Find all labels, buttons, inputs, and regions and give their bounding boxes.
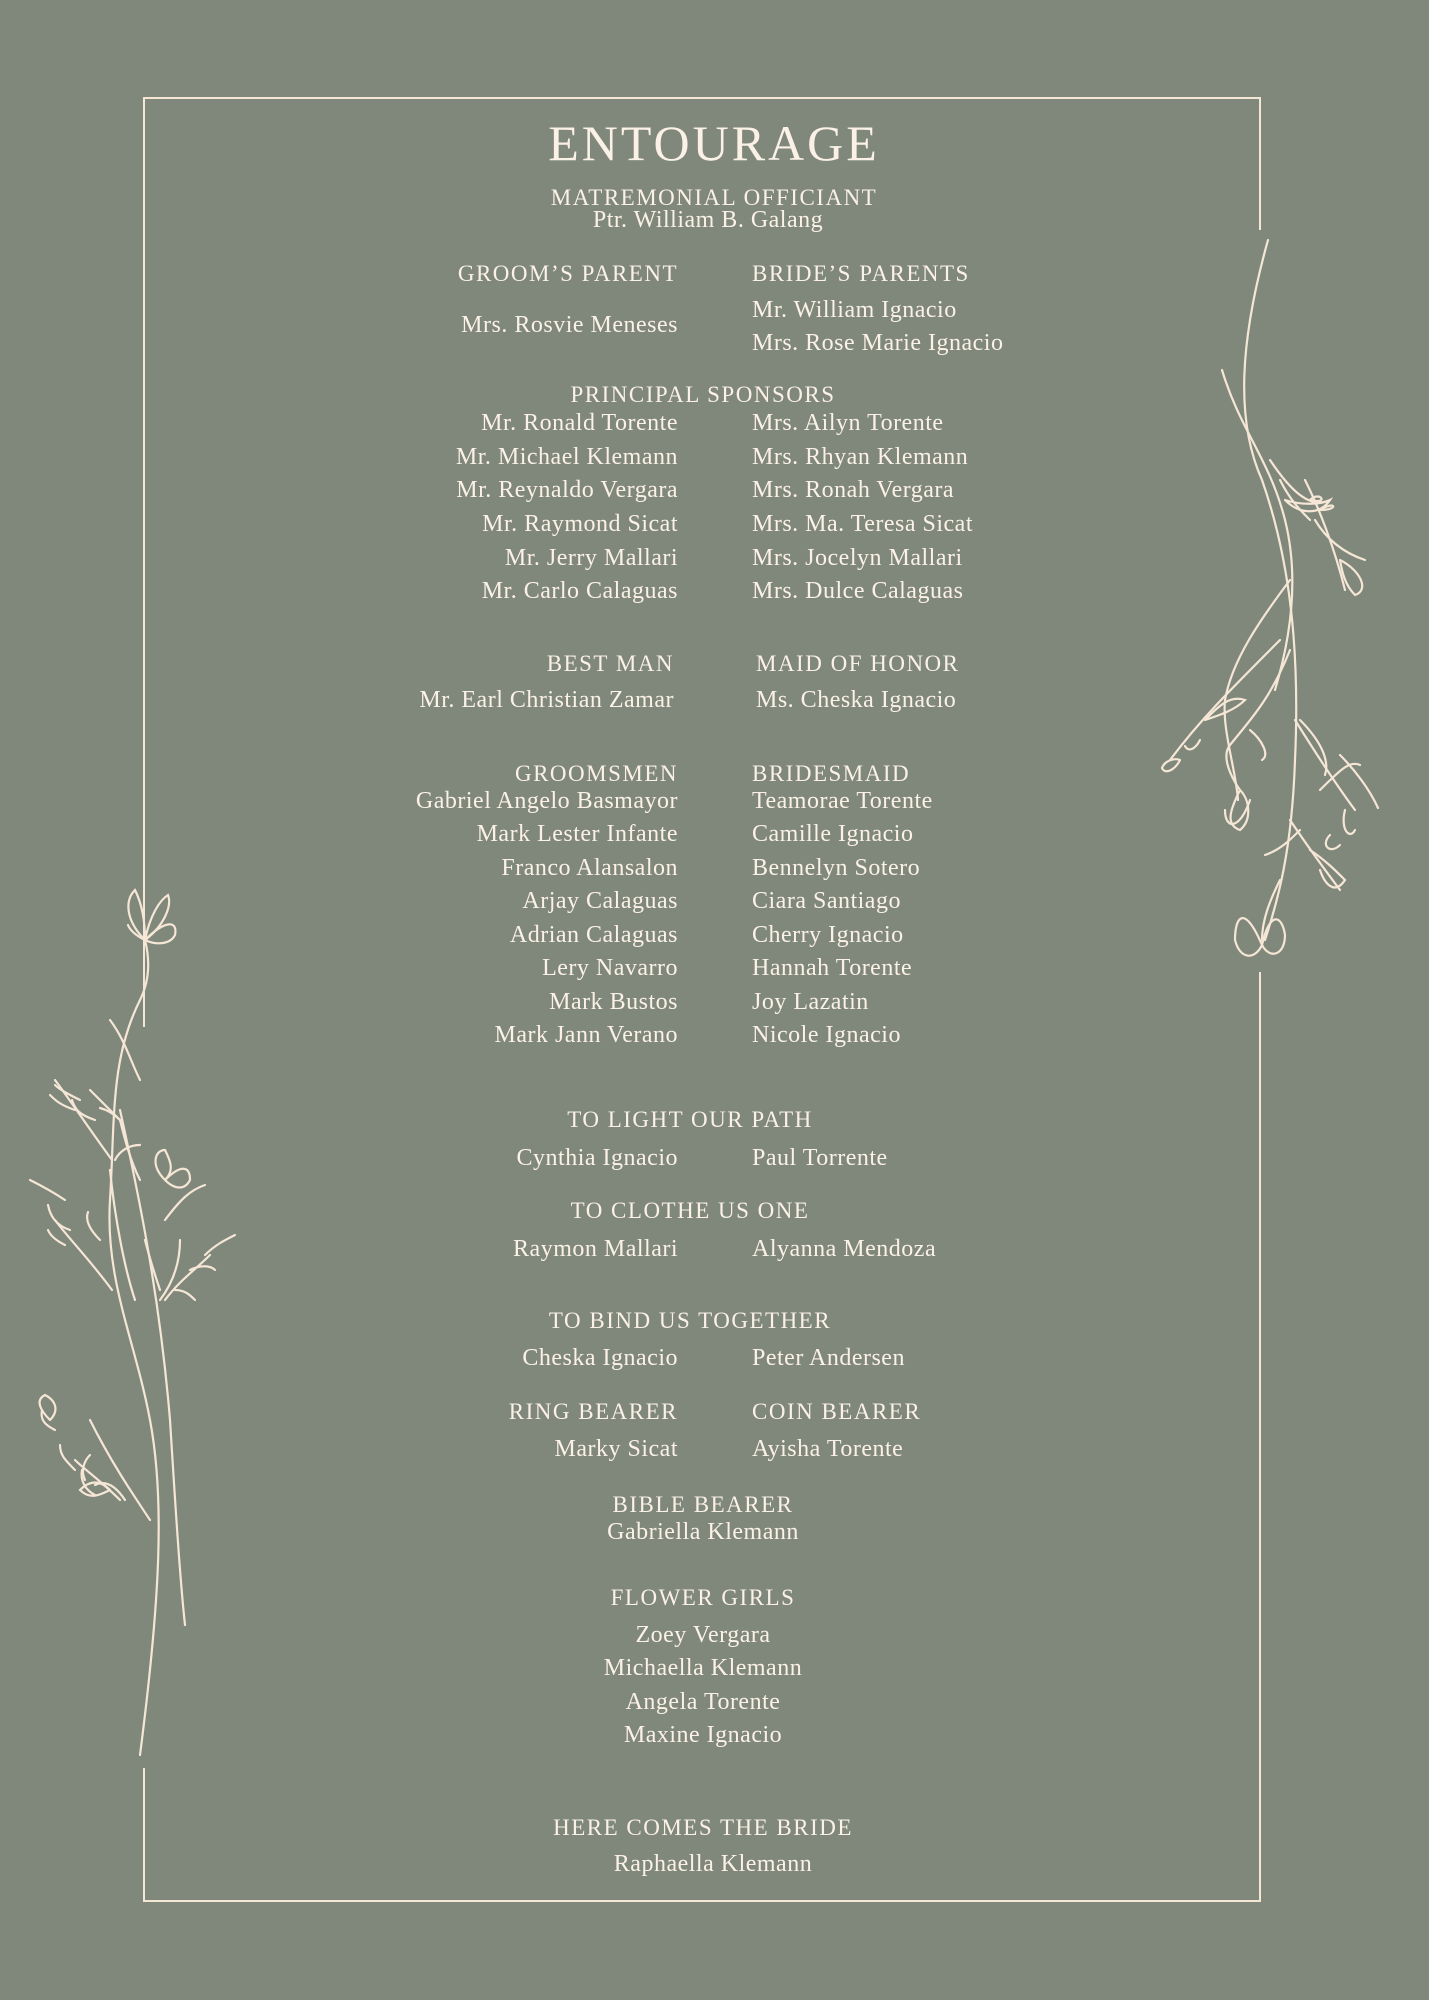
bible-bearer-name: Gabriella Klemann xyxy=(607,1519,799,1545)
sponsor-name: Mrs. Ronah Vergara xyxy=(752,477,955,503)
bridesmaid-name: Camille Ignacio xyxy=(752,821,914,847)
sponsor-name: Mrs. Dulce Calaguas xyxy=(752,578,964,604)
bride-parent-name: Mr. William Ignacio xyxy=(752,297,957,323)
officiant-heading: MATREMONIAL OFFICIANT xyxy=(550,185,878,210)
bridesmaid-name: Hannah Torente xyxy=(752,955,913,981)
bible-bearer-heading: BIBLE BEARER xyxy=(612,1492,794,1517)
clothe-heading: TO CLOTHE US ONE xyxy=(570,1198,810,1223)
maid-of-honor-name: Ms. Cheska Ignacio xyxy=(756,687,957,713)
bride-heading: HERE COMES THE BRIDE xyxy=(553,1815,853,1840)
flower-girl-name: Angela Torente xyxy=(625,1689,781,1715)
principal-sponsors-heading: PRINCIPAL SPONSORS xyxy=(570,382,836,407)
officiant-name: Ptr. William B. Galang xyxy=(592,207,824,233)
bridesmaid-name: Cherry Ignacio xyxy=(752,922,904,948)
groomsman-name: Gabriel Angelo Basmayor xyxy=(415,788,678,814)
sponsor-name: Mr. Reynaldo Vergara xyxy=(456,477,678,503)
light-heading: TO LIGHT OUR PATH xyxy=(567,1107,813,1132)
ring-bearer-heading: RING BEARER xyxy=(508,1399,678,1424)
bind-name-right: Peter Andersen xyxy=(752,1345,905,1371)
bridesmaid-heading: BRIDESMAID xyxy=(752,761,911,786)
flower-girl-name: Maxine Ignacio xyxy=(623,1722,783,1748)
bride-name: Raphaella Klemann xyxy=(613,1851,813,1877)
sponsor-name: Mrs. Ailyn Torente xyxy=(752,410,944,436)
flower-girl-name: Michaella Klemann xyxy=(603,1655,803,1681)
ring-bearer-name: Marky Sicat xyxy=(554,1436,678,1462)
coin-bearer-heading: COIN BEARER xyxy=(752,1399,922,1424)
sponsor-name: Mr. Carlo Calaguas xyxy=(481,578,678,604)
coin-bearer-name: Ayisha Torente xyxy=(752,1436,904,1462)
flower-girls-heading: FLOWER GIRLS xyxy=(610,1585,796,1610)
groomsman-name: Mark Lester Infante xyxy=(476,821,678,847)
flower-girl-name: Zoey Vergara xyxy=(635,1622,771,1648)
sponsor-name: Mrs. Jocelyn Mallari xyxy=(752,545,963,571)
sponsor-name: Mr. Ronald Torente xyxy=(481,410,678,436)
groomsman-name: Arjay Calaguas xyxy=(522,888,678,914)
light-name-left: Cynthia Ignacio xyxy=(516,1145,678,1171)
best-man-name: Mr. Earl Christian Zamar xyxy=(419,687,674,713)
bridesmaid-name: Joy Lazatin xyxy=(752,989,869,1015)
bridesmaid-name: Nicole Ignacio xyxy=(752,1022,901,1048)
groomsman-name: Lery Navarro xyxy=(542,955,678,981)
groomsman-name: Franco Alansalon xyxy=(501,855,678,881)
groomsman-name: Adrian Calaguas xyxy=(509,922,678,948)
groomsmen-heading: GROOMSMEN xyxy=(514,761,678,786)
clothe-name-right: Alyanna Mendoza xyxy=(752,1236,937,1262)
groom-parent-heading: GROOM’S PARENT xyxy=(457,261,678,286)
groomsman-name: Mark Jann Verano xyxy=(494,1022,678,1048)
bind-heading: TO BIND US TOGETHER xyxy=(548,1308,832,1333)
bridesmaid-name: Ciara Santiago xyxy=(752,888,901,914)
light-name-right: Paul Torrente xyxy=(752,1145,888,1171)
bind-name-left: Cheska Ignacio xyxy=(522,1345,678,1371)
sponsor-name: Mrs. Ma. Teresa Sicat xyxy=(752,511,973,537)
sponsor-name: Mr. Jerry Mallari xyxy=(504,545,678,571)
sponsor-name: Mrs. Rhyan Klemann xyxy=(752,444,969,470)
groom-parent-name: Mrs. Rosvie Meneses xyxy=(461,312,678,338)
groomsman-name: Mark Bustos xyxy=(549,989,678,1015)
sponsor-name: Mr. Raymond Sicat xyxy=(482,511,678,537)
bride-parents-heading: BRIDE’S PARENTS xyxy=(752,261,970,286)
page-title: ENTOURAGE xyxy=(548,115,880,171)
bride-parent-name: Mrs. Rose Marie Ignacio xyxy=(752,330,1004,356)
sponsor-name: Mr. Michael Klemann xyxy=(455,444,678,470)
bridesmaid-name: Bennelyn Sotero xyxy=(752,855,921,881)
best-man-heading: BEST MAN xyxy=(546,651,674,676)
clothe-name-left: Raymon Mallari xyxy=(513,1236,678,1262)
bridesmaid-name: Teamorae Torente xyxy=(752,788,933,814)
maid-of-honor-heading: MAID OF HONOR xyxy=(756,651,960,676)
